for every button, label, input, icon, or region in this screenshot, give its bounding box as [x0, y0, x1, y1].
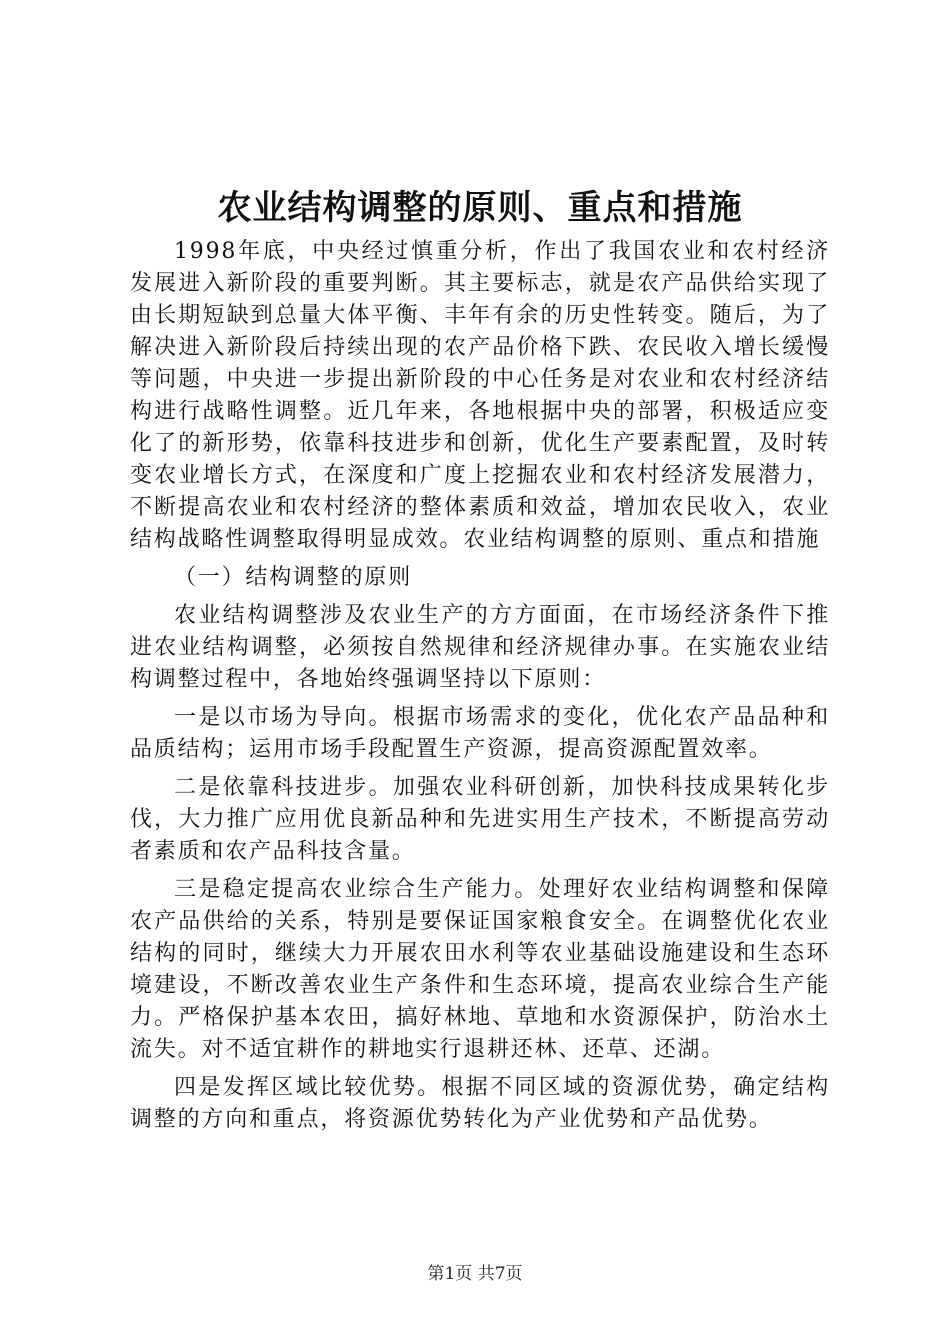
document-body: [130, 236, 830, 1142]
principle-regional-paragraph: 四是发挥区域比较优势。根据不同区域的资源优势，确定结构调整的方向和重点，将资源优势转化为产业优势和产品优势。: [130, 1075, 830, 1132]
page-number-footer: 第1页 共7页: [427, 1264, 523, 1284]
principle-capacity-paragraph: 三是稳定提高农业综合生产能力。处理好农业结构调整和保障农产品供给的关系，特别是要保证国家粮食安全。在调整优化农业结构的同时，继续大力开展农田水利等农业基础设施建设和生态环境建设，不断改善农业生产条件和生态环境，提高农业综合生产能力。严格保护基本农田，搞好林地、草地和水资源保护，防治水土流失。对不适宜耕作的耕地实行退耕还林、还草、还湖。: [130, 877, 830, 1062]
intro-paragraph: 1998年底，中央经过慎重分析，作出了我国农业和农村经济发展进入新阶段的重要判断。其主要标志，就是农产品供给实现了由长期短缺到总量大体平衡、丰年有余的历史性转变。随后，为了解决进入新阶段后持续出现的农产品价格下跌、农民收入增长缓慢等问题，中央进一步提出新阶段的中心任务是对农业和农村经济结构进行战略性调整。近几年来，各地根据中央的部署，积极适应变化了的新形势，依靠科技进步和创新，优化生产要素配置，及时转变农业增长方式，在深度和广度上挖掘农业和农村经济发展潜力，不断提高农业和农村经济的整体素质和效益，增加农民收入，农业结构战略性调整取得明显成效。农业结构调整的原则、重点和措施: [130, 239, 830, 552]
principles-intro-paragraph: 农业结构调整涉及农业生产的方方面面，在市场经济条件下推进农业结构调整，必须按自然规律和经济规律办事。在实施农业结构调整过程中，各地始终强调坚持以下原则：: [130, 603, 830, 692]
principle-technology-paragraph: 二是依靠科技进步。加强农业科研创新，加快科技成果转化步伐，大力推广应用优良新品种和先进实用生产技术，不断提高劳动者素质和农产品科技含量。: [130, 775, 830, 864]
document-title: 农业结构调整的原则、重点和措施: [217, 188, 743, 228]
principle-market-paragraph: 一是以市场为导向。根据市场需求的变化，优化农产品品种和品质结构；运用市场手段配置生产资源，提高资源配置效率。: [130, 705, 830, 762]
section-heading: （一）结构调整的原则: [174, 565, 413, 590]
